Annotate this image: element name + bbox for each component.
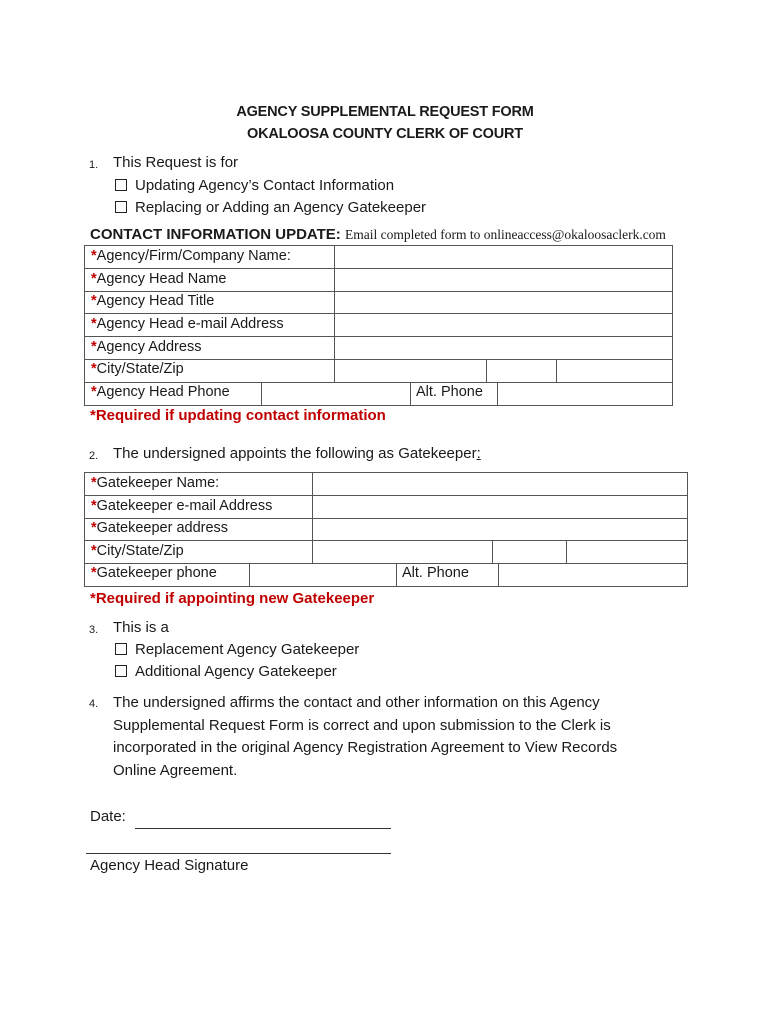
section-1-number: 1. bbox=[89, 159, 99, 171]
signature-line[interactable] bbox=[86, 853, 391, 854]
input-agency-name[interactable] bbox=[335, 246, 671, 268]
email-instructions: Email completed form to onlineaccess@okaloosaclerk.com bbox=[344, 227, 666, 242]
field-label-gatekeeper-email: *Gatekeeper e-mail Address bbox=[91, 498, 273, 514]
field-label-agency-name: *Agency/Firm/Company Name: bbox=[91, 248, 291, 264]
checkbox-replace-gatekeeper[interactable] bbox=[115, 201, 127, 213]
gatekeeper-table bbox=[84, 472, 688, 587]
input-zip[interactable] bbox=[557, 360, 671, 382]
option-replace-gatekeeper[interactable] bbox=[115, 199, 426, 216]
input-gatekeeper-name[interactable] bbox=[313, 473, 686, 495]
input-agency-head-name[interactable] bbox=[335, 269, 671, 291]
input-gatekeeper-state[interactable] bbox=[493, 541, 565, 563]
contact-heading: CONTACT INFORMATION UPDATE: bbox=[90, 226, 341, 243]
field-label-gatekeeper-phone: *Gatekeeper phone bbox=[91, 565, 217, 581]
contact-heading-line bbox=[90, 226, 666, 243]
field-label-agency-address: *Agency Address bbox=[91, 339, 202, 355]
input-gatekeeper-phone[interactable] bbox=[250, 564, 395, 586]
input-gatekeeper-city[interactable] bbox=[313, 541, 491, 563]
field-label-gatekeeper-alt-phone: Alt. Phone bbox=[402, 565, 469, 581]
option-additional-gatekeeper[interactable] bbox=[115, 663, 337, 680]
field-label-agency-head-name: *Agency Head Name bbox=[91, 271, 227, 287]
option-replace-gatekeeper-label: Replacing or Adding an Agency Gatekeeper bbox=[135, 199, 427, 216]
date-line[interactable] bbox=[135, 828, 391, 829]
form-title: AGENCY SUPPLEMENTAL REQUEST FORM bbox=[236, 104, 534, 120]
field-label-city-state-zip: *City/State/Zip bbox=[91, 361, 184, 377]
section-4-number: 4. bbox=[89, 698, 99, 710]
input-agency-head-email[interactable] bbox=[335, 314, 671, 336]
field-label-agency-head-title: *Agency Head Title bbox=[91, 293, 215, 309]
option-update-contact-label: Updating Agency’s Contact Information bbox=[135, 177, 395, 194]
affirmation-paragraph: The undersigned affirms the contact and other information on this Agency Supplemental Request Form is correct and upon submission to the Clerk is incorporated in the original Agency Registration Agreement to View Records Online Agreement. bbox=[113, 694, 618, 779]
required-note-contact: *Required if updating contact information bbox=[90, 407, 386, 424]
option-additional-gatekeeper-label: Additional Agency Gatekeeper bbox=[135, 663, 337, 680]
form-subtitle: OKALOOSA COUNTY CLERK OF COURT bbox=[247, 126, 523, 142]
checkbox-additional-gatekeeper[interactable] bbox=[115, 665, 127, 677]
input-agency-head-title[interactable] bbox=[335, 292, 671, 313]
date-label: Date: bbox=[90, 808, 126, 825]
input-city[interactable] bbox=[335, 360, 485, 382]
option-replacement-gatekeeper[interactable] bbox=[115, 641, 359, 658]
option-update-contact[interactable] bbox=[115, 177, 394, 194]
field-label-gatekeeper-city-state-zip: *City/State/Zip bbox=[91, 543, 184, 559]
field-label-gatekeeper-address: *Gatekeeper address bbox=[91, 520, 229, 536]
signature-label: Agency Head Signature bbox=[90, 857, 249, 874]
field-label-gatekeeper-name: *Gatekeeper Name: bbox=[91, 475, 220, 491]
option-replacement-gatekeeper-label: Replacement Agency Gatekeeper bbox=[135, 641, 360, 658]
input-agency-head-phone[interactable] bbox=[262, 383, 409, 405]
contact-table bbox=[84, 245, 673, 406]
input-state[interactable] bbox=[487, 360, 555, 382]
input-gatekeeper-zip[interactable] bbox=[567, 541, 686, 563]
field-label-alt-phone: Alt. Phone bbox=[416, 384, 483, 400]
section-3-prompt: This is a bbox=[113, 619, 169, 636]
input-gatekeeper-email[interactable] bbox=[313, 496, 686, 518]
required-note-gatekeeper: *Required if appointing new Gatekeeper bbox=[90, 590, 375, 607]
section-3-number: 3. bbox=[89, 624, 99, 636]
input-gatekeeper-alt-phone[interactable] bbox=[499, 564, 686, 586]
field-label-agency-head-phone: *Agency Head Phone bbox=[91, 384, 230, 400]
input-gatekeeper-address[interactable] bbox=[313, 519, 686, 540]
section-2-number: 2. bbox=[89, 450, 99, 462]
input-alt-phone[interactable] bbox=[498, 383, 671, 405]
section-1-prompt: This Request is for bbox=[113, 154, 239, 171]
section-2-prompt: The undersigned appoints the following as Gatekeeper: bbox=[113, 445, 481, 462]
field-label-agency-head-email: *Agency Head e-mail Address bbox=[91, 316, 284, 332]
input-agency-address[interactable] bbox=[335, 337, 671, 359]
checkbox-update-contact[interactable] bbox=[115, 179, 127, 191]
checkbox-replacement-gatekeeper[interactable] bbox=[115, 643, 127, 655]
